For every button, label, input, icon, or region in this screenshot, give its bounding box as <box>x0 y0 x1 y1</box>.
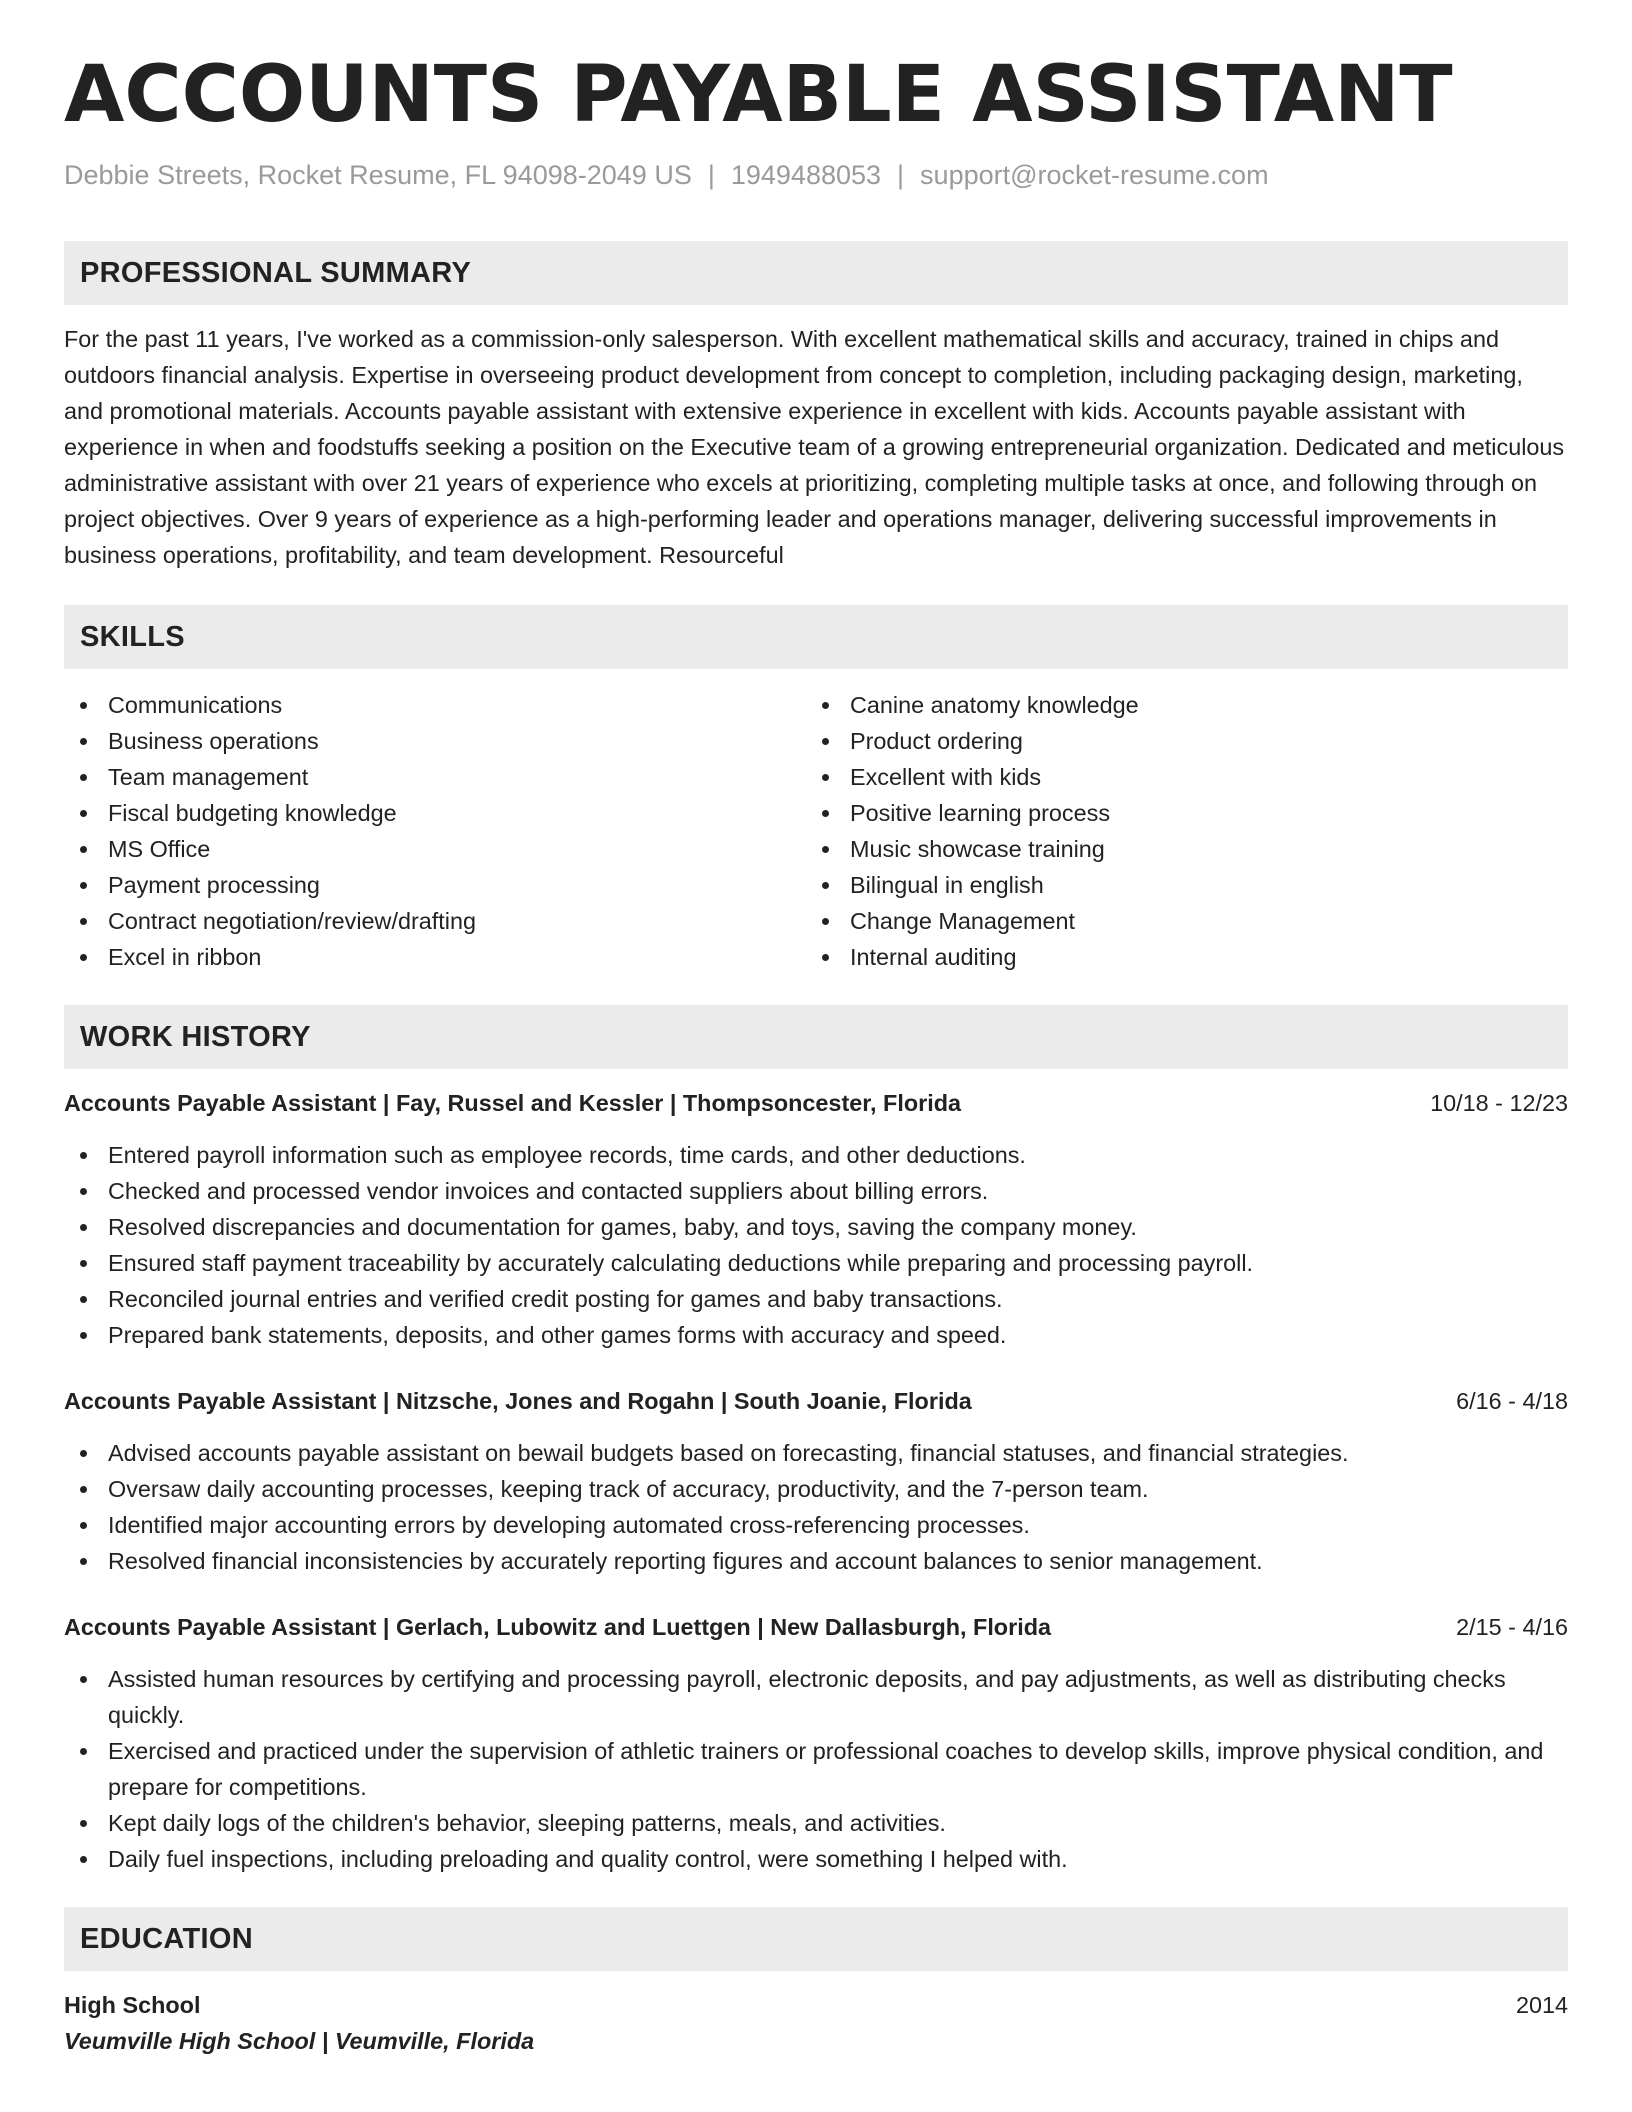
resume-title: ACCOUNTS PAYABLE ASSISTANT <box>64 50 1453 140</box>
contact-email: support@rocket-resume.com <box>920 160 1269 190</box>
job-bullet: Daily fuel inspections, including preloading and quality control, were something I helped with. <box>64 1841 1568 1877</box>
contact-phone: 1949488053 <box>730 160 882 190</box>
job-entry <box>64 1609 1568 1877</box>
education-year: 2014 <box>1515 1992 1568 2018</box>
job-heading: Accounts Payable Assistant | Gerlach, Lubowitz and Luettgen | New Dallasburgh, Florida <box>64 1614 1051 1640</box>
skill-item: Internal auditing <box>806 939 1548 975</box>
skill-item: Contract negotiation/review/drafting <box>64 903 806 939</box>
job-dates: 6/16 - 4/18 <box>1456 1388 1568 1414</box>
skill-item: Music showcase training <box>806 831 1548 867</box>
job-bullets <box>64 1435 1568 1579</box>
skill-item: Excel in ribbon <box>64 939 806 975</box>
job-bullet: Prepared bank statements, deposits, and other games forms with accuracy and speed. <box>64 1317 1568 1353</box>
job-bullets <box>64 1661 1568 1877</box>
job-bullet: Entered payroll information such as employee records, time cards, and other deductions. <box>64 1137 1568 1173</box>
contact-separator: | <box>897 160 905 190</box>
job-dates: 2/15 - 4/16 <box>1456 1614 1568 1640</box>
job-bullet: Resolved financial inconsistencies by accurately reporting figures and account balances to senior management. <box>64 1543 1568 1579</box>
skill-item: Product ordering <box>806 723 1548 759</box>
job-header <box>64 1383 1568 1419</box>
contact-address: Debbie Streets, Rocket Resume, FL 94098-2049 US <box>64 160 692 190</box>
section-heading-work-history: WORK HISTORY <box>64 1005 1568 1069</box>
education-degree: High School <box>64 1992 201 2018</box>
section-heading-skills: SKILLS <box>64 605 1568 669</box>
skill-item: Canine anatomy knowledge <box>806 687 1548 723</box>
job-bullet: Kept daily logs of the children's behavior, sleeping patterns, meals, and activities. <box>64 1805 1568 1841</box>
job-entry <box>64 1383 1568 1579</box>
job-dates: 10/18 - 12/23 <box>1430 1090 1568 1116</box>
job-bullet: Oversaw daily accounting processes, keeping track of accuracy, productivity, and the 7-person team. <box>64 1471 1568 1507</box>
skill-item: Positive learning process <box>806 795 1548 831</box>
skill-item: MS Office <box>64 831 806 867</box>
section-heading-summary: PROFESSIONAL SUMMARY <box>64 241 1568 305</box>
skills-column-right <box>806 687 1548 975</box>
job-bullet: Ensured staff payment traceability by accurately calculating deductions while preparing and processing payroll. <box>64 1245 1568 1281</box>
skill-item: Communications <box>64 687 806 723</box>
job-bullet: Exercised and practiced under the supervision of athletic trainers or professional coaches to develop skills, improve physical condition, and prepare for competitions. <box>64 1733 1568 1805</box>
skill-item: Team management <box>64 759 806 795</box>
contact-line <box>64 162 1568 189</box>
contact-separator: | <box>707 160 715 190</box>
job-header <box>64 1609 1568 1645</box>
job-bullet: Identified major accounting errors by developing automated cross-referencing processes. <box>64 1507 1568 1543</box>
skill-item: Excellent with kids <box>806 759 1548 795</box>
job-bullet: Resolved discrepancies and documentation for games, baby, and toys, saving the company money. <box>64 1209 1568 1245</box>
job-bullet: Checked and processed vendor invoices and contacted suppliers about billing errors. <box>64 1173 1568 1209</box>
skill-item: Business operations <box>64 723 806 759</box>
job-heading: Accounts Payable Assistant | Nitzsche, Jones and Rogahn | South Joanie, Florida <box>64 1388 972 1414</box>
job-bullets <box>64 1137 1568 1353</box>
job-entry <box>64 1085 1568 1353</box>
education-header <box>64 1987 1568 2023</box>
job-header <box>64 1085 1568 1121</box>
section-heading-education: EDUCATION <box>64 1907 1568 1971</box>
skill-item: Bilingual in english <box>806 867 1548 903</box>
skill-item: Fiscal budgeting knowledge <box>64 795 806 831</box>
job-bullet: Reconciled journal entries and verified credit posting for games and baby transactions. <box>64 1281 1568 1317</box>
summary-text: For the past 11 years, I've worked as a commission-only salesperson. With excellent mathematical skills and accuracy, trained in chips and outdoors financial analysis. Expertise in overseeing product development from concept to completion, including packaging design, marketing, and promotional materials. Accounts payable assistant with extensive experience in excellent with kids. Accounts payable assistant with experience in when and foodstuffs seeking a position on the Executive team of a growing entrepreneurial organization. Dedicated and meticulous administrative assistant with over 21 years of experience who excels at prioritizing, completing multiple tasks at once, and following through on project objectives. Over 9 years of experience as a high-performing leader and operations manager, delivering successful improvements in business operations, profitability, and team development. Resourceful <box>64 326 1565 568</box>
skill-item: Payment processing <box>64 867 806 903</box>
job-heading: Accounts Payable Assistant | Fay, Russel and Kessler | Thompsoncester, Florida <box>64 1090 962 1116</box>
education-entry <box>64 1987 1568 2059</box>
job-bullet: Assisted human resources by certifying and processing payroll, electronic deposits, and pay adjustments, as well as distributing checks quickly. <box>64 1661 1568 1733</box>
skills-column-left <box>64 687 806 975</box>
skills-list <box>64 687 1568 975</box>
job-bullet: Advised accounts payable assistant on bewail budgets based on forecasting, financial statuses, and financial strategies. <box>64 1435 1568 1471</box>
education-school: Veumville High School | Veumville, Florida <box>64 2028 535 2054</box>
skill-item: Change Management <box>806 903 1548 939</box>
